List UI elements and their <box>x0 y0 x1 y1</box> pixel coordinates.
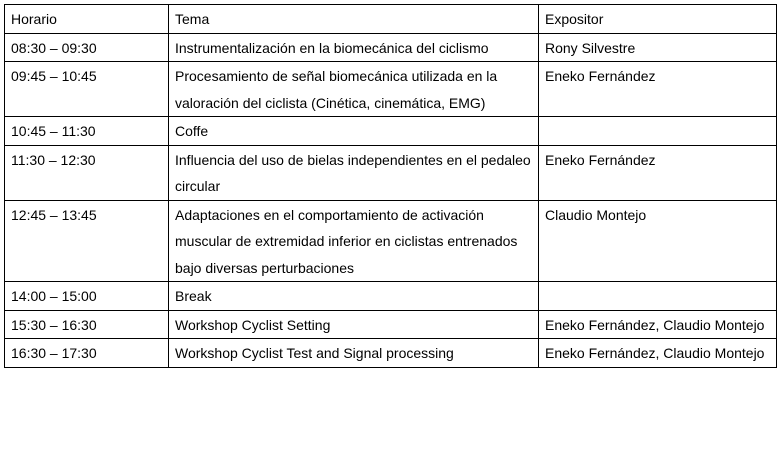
table-header-row <box>5 5 777 34</box>
table-row <box>5 282 777 311</box>
cell-topic: Procesamiento de señal biomecánica utilizada en la valoración del ciclista (Cinética, cinemática, EMG) <box>169 62 539 117</box>
cell-topic: Workshop Cyclist Test and Signal processing <box>169 339 539 368</box>
cell-topic: Workshop Cyclist Setting <box>169 310 539 339</box>
cell-speaker: Eneko Fernández, Claudio Montejo <box>539 310 777 339</box>
cell-speaker: Claudio Montejo <box>539 200 777 282</box>
header-topic: Tema <box>169 5 539 34</box>
cell-topic: Coffe <box>169 117 539 146</box>
cell-speaker <box>539 282 777 311</box>
cell-time: 16:30 – 17:30 <box>5 339 169 368</box>
cell-topic: Break <box>169 282 539 311</box>
cell-time: 15:30 – 16:30 <box>5 310 169 339</box>
table-row <box>5 62 777 117</box>
cell-speaker: Rony Silvestre <box>539 33 777 62</box>
cell-time: 08:30 – 09:30 <box>5 33 169 62</box>
cell-time: 09:45 – 10:45 <box>5 62 169 117</box>
table-row <box>5 339 777 368</box>
cell-time: 12:45 – 13:45 <box>5 200 169 282</box>
table-row <box>5 117 777 146</box>
cell-time: 10:45 – 11:30 <box>5 117 169 146</box>
table-row <box>5 33 777 62</box>
table-row <box>5 200 777 282</box>
cell-speaker <box>539 117 777 146</box>
cell-speaker: Eneko Fernández <box>539 145 777 200</box>
table-row <box>5 310 777 339</box>
cell-topic: Adaptaciones en el comportamiento de activación muscular de extremidad inferior en ciclistas entrenados bajo diversas perturbaciones <box>169 200 539 282</box>
schedule-table <box>4 4 777 368</box>
header-time: Horario <box>5 5 169 34</box>
header-speaker: Expositor <box>539 5 777 34</box>
cell-speaker: Eneko Fernández, Claudio Montejo <box>539 339 777 368</box>
cell-time: 11:30 – 12:30 <box>5 145 169 200</box>
table-row <box>5 145 777 200</box>
cell-time: 14:00 – 15:00 <box>5 282 169 311</box>
cell-topic: Influencia del uso de bielas independientes en el pedaleo circular <box>169 145 539 200</box>
cell-topic: Instrumentalización en la biomecánica del ciclismo <box>169 33 539 62</box>
cell-speaker: Eneko Fernández <box>539 62 777 117</box>
